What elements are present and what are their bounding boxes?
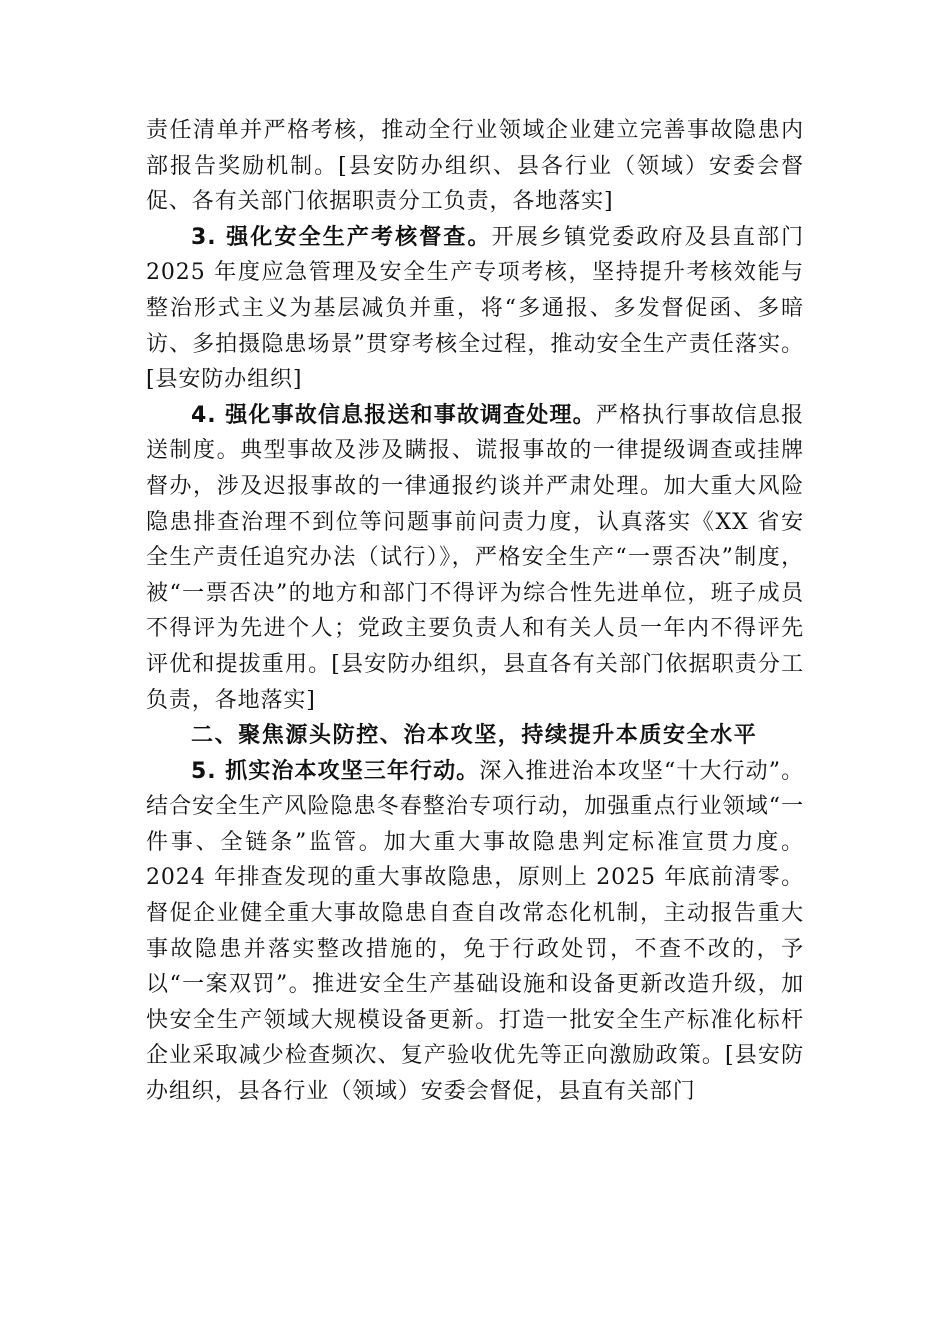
item-4-heading: 4. 强化事故信息报送和事故调查处理。 xyxy=(191,402,596,428)
item-4-text: 严格执行事故信息报送制度。典型事故及涉及瞒报、谎报事故的一律提级调查或挂牌督办，涉及迟报事故的一律通报约谈并严肃处理。加大重大风险隐患排查治理不到位等问题事前问责力度，认真落实《XX 省安全生产责任追究办法（试行）》，严格安全生产“一票否决”制度，被“一票否决”的地方和部门不得评为综合性先进单位，班子成员不得评为先进个人；党政主要负责人和有关人员一年内不得评先评优和提拔重用。[县安防办组织，县直各有关部门依据职责分工负责，各地落实] xyxy=(146,402,804,713)
paragraph-item-5 xyxy=(146,754,804,1110)
paragraph-item-4 xyxy=(146,398,804,718)
item-5-text: 深入推进治本攻坚“十大行动”。结合安全生产风险隐患冬春整治专项行动，加强重点行业领域“一件事、全链条”监管。加大重大事故隐患判定标准宣贯力度。2024 年排查发现的重大事故隐患，原则上 2025 年底前清零。督促企业健全重大事故隐患自查自改常态化机制，主动报告重大事故隐患并落实整改措施的，免于行政处罚，不查不改的，予以“一案双罚”。推进安全生产基础设施和设备更新改造升级，加快安全生产领域大规模设备更新。打造一批安全生产标准化标杆企业采取减少检查频次、复产验收优先等正向激励政策。[县安防办组织，县各行业（领域）安委会督促，县直有关部门 xyxy=(146,758,804,1105)
section-heading-2: 二、聚焦源头防控、治本攻坚，持续提升本质安全水平 xyxy=(191,723,758,749)
paragraph-text: 责任清单并严格考核，推动全行业领域企业建立完善事故隐患内部报告奖励机制。[县安防办组织、县各行业（领域）安委会督促、各有关部门依据职责分工负责，各地落实] xyxy=(146,118,804,215)
document-body xyxy=(146,113,804,1110)
paragraph-item-3 xyxy=(146,220,804,398)
item-3-heading: 3. 强化安全生产考核督查。 xyxy=(191,224,492,250)
item-3-text: 开展乡镇党委政府及县直部门 2025 年度应急管理及安全生产专项考核，坚持提升考核效能与整治形式主义为基层减负并重，将“多通报、多发督促函、多暗访、多拍摄隐患场景”贯穿考核全过程，推动安全生产责任落实。[县安防办组织] xyxy=(146,224,804,393)
item-5-heading: 5. 抓实治本攻坚三年行动。 xyxy=(191,758,480,784)
paragraph-responsibility-list xyxy=(146,113,804,220)
